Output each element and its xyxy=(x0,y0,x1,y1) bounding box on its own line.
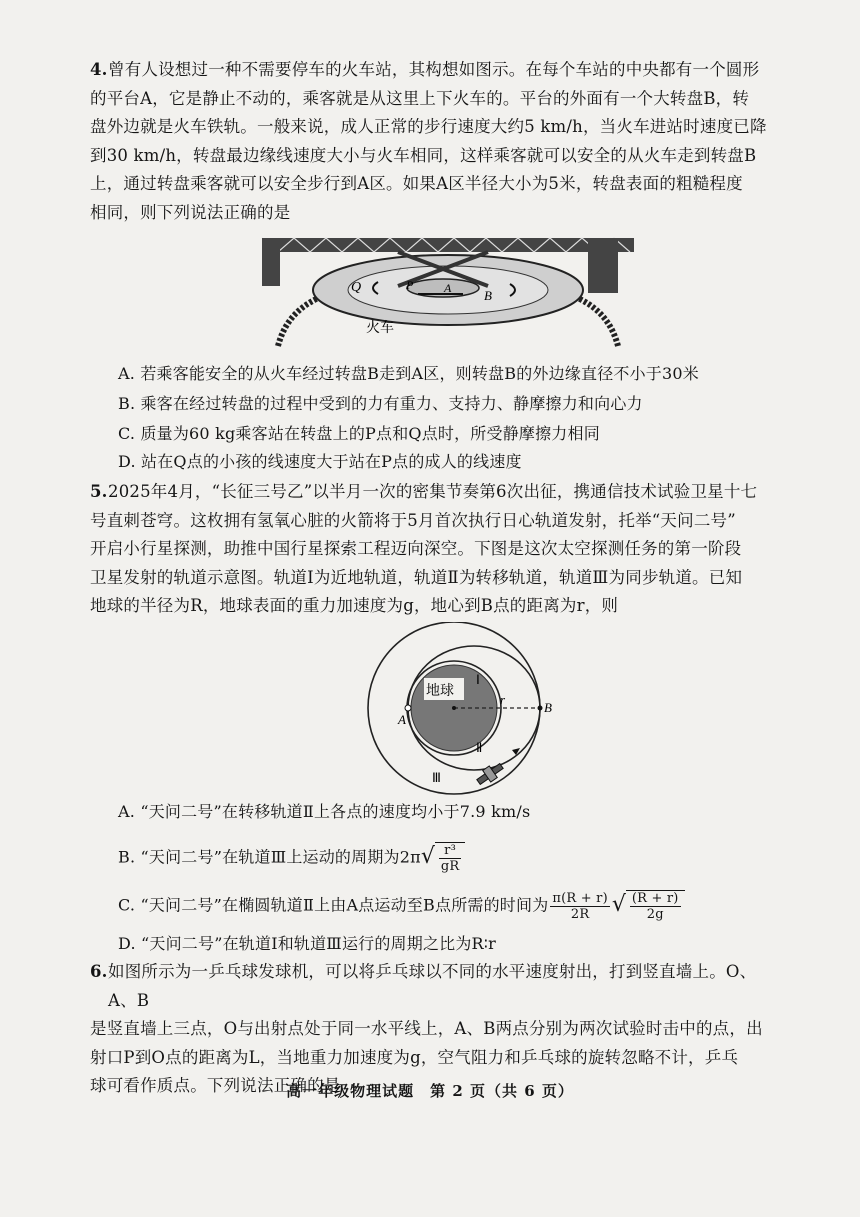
q6-number: 6. xyxy=(90,962,108,981)
radius-label: r xyxy=(500,692,506,707)
point-a-label: A xyxy=(398,712,406,727)
q5-line-5: 地球的半径为R，地球表面的重力加速度为g，地心到B点的距离为r，则 xyxy=(90,596,619,615)
q5-orbit-figure xyxy=(362,622,582,802)
orbit-3-label: Ⅲ xyxy=(432,770,441,785)
q4-stem xyxy=(90,56,780,227)
orbit-1-label: Ⅰ xyxy=(476,672,480,687)
q5-option-c-denominator-1: 2R xyxy=(570,906,590,922)
q5-number: 5. xyxy=(90,482,108,501)
q4-line-1: 曾有人设想过一种不需要停车的火车站，其构想如图示。在每个车站的中央都有一个圆形 xyxy=(108,60,760,79)
q5-line-3: 开启小行星探测，助推中国行星探索工程迈向深空。下图是这次太空探测任务的第一阶段 xyxy=(90,539,742,558)
q4-line-6: 相同，则下列说法正确的是 xyxy=(90,202,291,222)
q5-line-4: 卫星发射的轨道示意图。轨道Ⅰ为近地轨道，轨道Ⅱ为转移轨道，轨道Ⅲ为同步轨道。已知 xyxy=(90,567,743,587)
q4-label-b: B xyxy=(484,288,492,303)
q5-option-c-text: C. “天问二号”在椭圆轨道Ⅱ上由A点运动至B点所需的时间为 xyxy=(118,895,549,915)
point-b-label: B xyxy=(544,700,552,715)
q4-option-a: A. 若乘客能安全的从火车经过转盘B走到A区，则转盘B的外边缘直径不小于30米 xyxy=(118,364,699,383)
q5-option-c-numerator-1: π(R + r) xyxy=(552,890,608,906)
q5-line-1: 2025年4月，“长征三号乙”以半月一次的密集节奏第6次出征，携通信技术试验卫星十七 xyxy=(108,482,758,501)
satellite-icon xyxy=(475,760,506,788)
q5-option-b xyxy=(118,842,778,874)
q5-option-b-numerator: r³ xyxy=(439,843,462,859)
page-footer: 高一年级物理试题 第 2 页（共 6 页） xyxy=(286,1082,574,1100)
q5-option-d: D. “天问二号”在轨道Ⅰ和轨道Ⅲ运行的周期之比为R∶r xyxy=(118,934,496,953)
q5-option-b-denominator: gR xyxy=(440,859,460,874)
q5-option-a: A. “天问二号”在转移轨道Ⅱ上各点的速度均小于7.9 km/s xyxy=(118,802,531,821)
q6-line-3: 射口P到O点的距离为L，当地重力加速度为g，空气阻力和乒乓球的旋转忽略不计，乒乓 xyxy=(90,1047,739,1067)
q4-line-3: 盘外边就是火车铁轨。一般来说，成人正常的步行速度大约5 km/h，当火车进站时速度已降 xyxy=(90,117,767,136)
q5-line-2: 号直刺苍穹。这枚拥有氢氧心脏的火箭将于5月首次执行日心轨道发射，托举“天问二号” xyxy=(90,510,736,530)
q5-stem xyxy=(90,478,780,621)
q5-option-c-radical: √ $\frac{(R + r)}{2g}$ xyxy=(612,890,685,922)
q4-option-c: C. 质量为60 kg乘客站在转盘上的P点和Q点时，所受静摩擦力相同 xyxy=(118,424,600,443)
q4-label-train: 火车 xyxy=(366,320,394,336)
orbit-2-label: Ⅱ xyxy=(476,740,483,755)
q5-option-c-numerator-2: (R + r) xyxy=(631,891,679,906)
q4-option-b: B. 乘客在经过转盘的过程中受到的力有重力、支持力、静摩擦力和向心力 xyxy=(118,394,643,413)
q4-option-d: D. 站在Q点的小孩的线速度大于站在P点的成人的线速度 xyxy=(118,452,522,471)
q4-label-p: P xyxy=(406,278,414,292)
q4-label-a: A xyxy=(444,281,452,295)
q4-line-4: 到30 km/h，转盘最边缘线速度大小与火车相同，这样乘客就可以安全的从火车走到转盘B xyxy=(90,145,757,165)
q4-line-2: 的平台A，它是静止不动的，乘客就是从这里上下火车的。平台的外面有一个大转盘B，转 xyxy=(90,88,750,108)
q6-line-1: 如图所示为一乒乓球发球机，可以将乒乓球以不同的水平速度射出，打到竖直墙上。O、A、B xyxy=(108,962,757,1010)
q4-label-q: Q xyxy=(351,280,362,295)
q5-option-c xyxy=(118,890,778,922)
q4-line-5: 上，通过转盘乘客就可以安全步行到A区。如果A区半径大小为5米，转盘表面的粗糙程度 xyxy=(90,174,743,193)
q6-line-2: 是竖直墙上三点，O与出射点处于同一水平线上，A、B两点分别为两次试验时击中的点，出 xyxy=(90,1019,763,1038)
q4-number: 4. xyxy=(90,60,108,79)
q4-station-figure xyxy=(248,228,648,348)
q6-line-4: 球可看作质点。下列说法正确的是 xyxy=(90,1076,341,1095)
q5-option-b-text: B. “天问二号”在轨道Ⅲ上运动的周期为2π xyxy=(118,847,421,867)
q5-option-c-denominator-2: 2g xyxy=(646,907,664,922)
q5-option-b-radical: √ $\frac{\text{r³}}{gR}$ xyxy=(421,842,466,874)
earth-label: 地球 xyxy=(426,683,454,699)
